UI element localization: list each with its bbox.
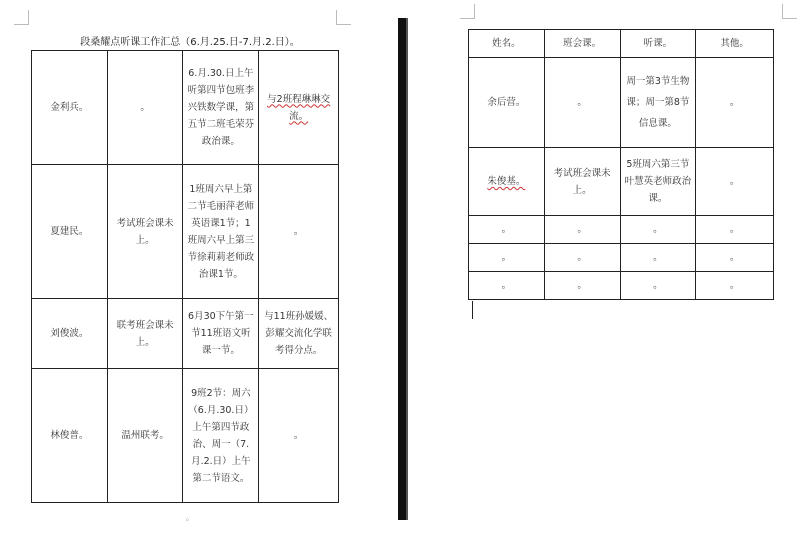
summary-table-right	[468, 29, 774, 300]
empty-cell[interactable]: 。	[620, 216, 696, 244]
teacher-name-cell[interactable]: 刘俊波。	[32, 299, 108, 369]
teacher-name-cell[interactable]: 林俊普。	[32, 369, 108, 503]
empty-cell[interactable]: 。	[620, 244, 696, 272]
empty-cell[interactable]: 。	[544, 272, 620, 300]
page-corner-mark	[460, 4, 475, 19]
page-corner-mark	[336, 10, 351, 25]
listen-cell[interactable]: 6月30下午第一节11班语文听课一节。	[183, 299, 259, 369]
paragraph-mark: 。	[186, 513, 194, 522]
header-listen[interactable]: 听课。	[620, 30, 696, 58]
empty-cell[interactable]: 。	[544, 244, 620, 272]
class-meeting-cell[interactable]: 联考班会课未上。	[107, 299, 183, 369]
teacher-name-cell[interactable]: 夏建民。	[32, 165, 108, 299]
listen-cell[interactable]: 周一第3节生物课；周一第8节信息课。	[620, 58, 696, 148]
page-corner-mark	[782, 4, 797, 19]
empty-cell[interactable]: 。	[696, 216, 774, 244]
table-header-row	[469, 30, 774, 58]
empty-cell[interactable]: 。	[696, 272, 774, 300]
teacher-name-cell[interactable]: 金利兵。	[32, 51, 108, 165]
table-row	[32, 51, 339, 165]
page-corner-mark	[14, 10, 29, 25]
class-meeting-cell[interactable]: 考试班会课未上。	[107, 165, 183, 299]
other-cell[interactable]: 与11班孙媛媛、彭耀交流化学联考得分点。	[259, 299, 339, 369]
listen-cell[interactable]: 1班周六早上第二节毛丽萍老师英语课1节；1班周六早上第三节徐莉莉老师政治课1节。	[183, 165, 259, 299]
table-row	[32, 369, 339, 503]
other-cell[interactable]	[259, 51, 339, 165]
table-row	[32, 165, 339, 299]
teacher-name-cell[interactable]: 余后营。	[469, 58, 545, 148]
other-text: 与2班程琳琳交流。	[267, 93, 331, 122]
document-page-left	[0, 0, 398, 540]
table-row	[469, 58, 774, 148]
text-cursor	[472, 301, 473, 319]
empty-cell[interactable]: 。	[469, 272, 545, 300]
empty-cell[interactable]: 。	[469, 216, 545, 244]
table-row	[32, 299, 339, 369]
table-row	[469, 244, 774, 272]
table-row	[469, 272, 774, 300]
other-cell[interactable]: 。	[259, 369, 339, 503]
table-row	[469, 148, 774, 216]
other-cell[interactable]: 。	[259, 165, 339, 299]
class-meeting-cell[interactable]: 温州联考。	[107, 369, 183, 503]
summary-table-left	[31, 50, 339, 503]
empty-cell[interactable]: 。	[544, 216, 620, 244]
other-cell[interactable]: 。	[696, 58, 774, 148]
header-name[interactable]: 姓名。	[469, 30, 545, 58]
teacher-name-cell[interactable]	[469, 148, 545, 216]
listen-cell[interactable]: 5班周六第三节叶慧英老师政治课。	[620, 148, 696, 216]
listen-cell[interactable]: 9班2节：周六（6.月.30.日）上午第四节政治、周一（7.月.2.日）上午第二节语文。	[183, 369, 259, 503]
listen-cell[interactable]: 6.月.30.日上午听第四节包班李兴铁数学课，第五节二班毛荣芬政治课。	[183, 51, 259, 165]
other-cell[interactable]: 。	[696, 148, 774, 216]
empty-cell[interactable]: 。	[696, 244, 774, 272]
header-other[interactable]: 其他。	[696, 30, 774, 58]
empty-cell[interactable]: 。	[469, 244, 545, 272]
header-class-meeting[interactable]: 班会课。	[544, 30, 620, 58]
class-meeting-cell[interactable]: 考试班会课未上。	[544, 148, 620, 216]
empty-cell[interactable]: 。	[620, 272, 696, 300]
class-meeting-cell[interactable]: 。	[544, 58, 620, 148]
teacher-name-text: 朱俊基。	[487, 176, 526, 187]
table-row	[469, 216, 774, 244]
page-separator	[398, 18, 408, 520]
class-meeting-cell[interactable]: 。	[107, 51, 183, 165]
document-title[interactable]: 段桑耀点听课工作汇总（6.月.25.日-7.月.2.日）。	[80, 37, 300, 48]
